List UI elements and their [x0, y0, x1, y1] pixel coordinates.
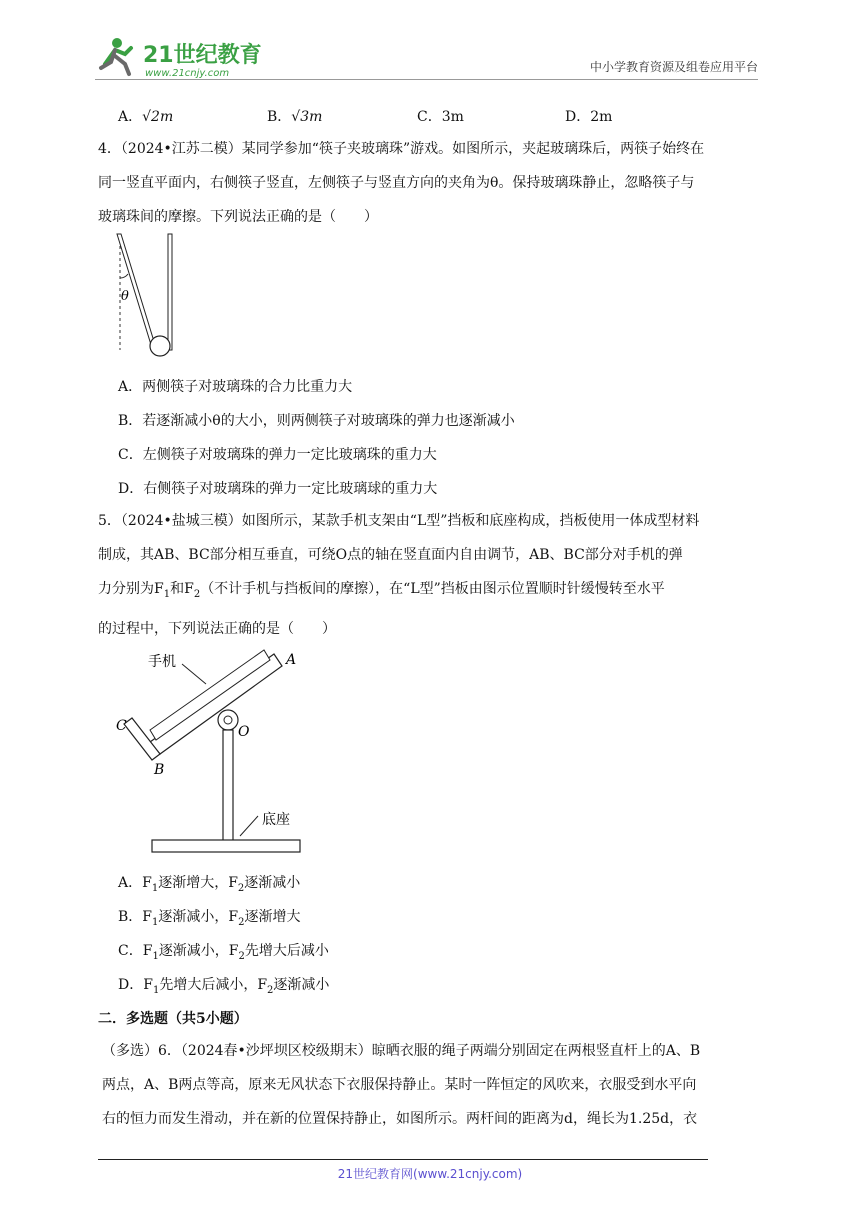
pivot-o-inner	[224, 716, 232, 724]
header-divider	[95, 79, 758, 80]
q5-option-a: A．$F_1$逐渐增大，$F_2$逐渐减小	[118, 875, 301, 894]
stand-post	[223, 730, 233, 842]
stand-base	[152, 840, 300, 852]
q3-option-b: B．√3m	[267, 109, 323, 125]
label-base: 底座	[262, 812, 290, 828]
q4-option-d: D．右侧筷子对玻璃珠的弹力一定比玻璃球的重力大	[118, 481, 438, 497]
label-a: A	[286, 652, 297, 668]
header-platform-text: 中小学教育资源及组卷应用平台	[589, 60, 758, 74]
q5-stem: 5．（2024•盐城三模）如图所示，某款手机支架由“L型”挡板和底座构成，挡板使用一体成型材料 制成，其AB、BC部分相互垂直，可绕O点的轴在竖直面内自由调节，AB、BC部分对手机的弹 力分别为$F_1$和$F_2$（不计手机与挡板间的摩擦），在“L型”挡板由图示位置顺时针缓慢转至水平 的过程中，下列说法正确的是（ ）	[98, 513, 700, 637]
glass-bead	[150, 336, 170, 356]
q5-option-d: D．$F_1$先增大后减小，$F_2$逐渐减小	[118, 977, 330, 996]
q4-option-c: C．左侧筷子对玻璃珠的弹力一定比玻璃珠的重力大	[118, 447, 437, 463]
right-chopstick	[168, 234, 172, 350]
site-logo	[95, 34, 265, 80]
logo-runner-icon	[95, 34, 265, 80]
q4-stem: 4．（2024•江苏二模）某同学参加“筷子夹玻璃珠”游戏。如图所示，夹起玻璃珠后，两筷子始终在 同一竖直平面内，右侧筷子竖直，左侧筷子与竖直方向的夹角为θ。保持玻璃珠静止，忽略筷子与 玻璃珠间的摩擦。下列说法正确的是（ ）	[98, 141, 705, 225]
label-phone: 手机	[148, 654, 176, 670]
footer-divider	[98, 1159, 708, 1160]
label-o: O	[238, 724, 250, 740]
q3-option-a: A．√2m	[118, 109, 174, 125]
q6-stem: （多选）6．（2024春•沙坪坝区校级期末）晾晒衣服的绳子两端分别固定在两根竖直杆上的A、B 两点，A、B两点等高，原来无风状态下衣服保持静止。某时一阵恒定的风吹来，衣服受到水平向 右的恒力而发生滑动，并在新的位置保持静止，如图所示。两杆间的距离为d，绳长为1.25d，衣	[102, 1043, 701, 1127]
q4-option-a: A．两侧筷子对玻璃珠的合力比重力大	[118, 379, 353, 395]
q4-chopsticks-figure	[112, 230, 182, 360]
q3-option-c: C．3m	[417, 109, 464, 125]
phone-leader-line	[182, 664, 206, 684]
q5-option-c: C．$F_1$逐渐减小，$F_2$先增大后减小	[118, 943, 329, 962]
section-heading-multi-choice: 二．多选题（共5小题）	[98, 1011, 248, 1027]
q5-option-b: B．$F_1$逐渐减小，$F_2$逐渐增大	[118, 909, 301, 928]
theta-label: θ	[121, 289, 129, 304]
base-leader-line	[240, 816, 258, 836]
q3-option-d: D．2m	[565, 109, 613, 125]
logo-text: 21世纪教育	[143, 43, 262, 68]
label-b: B	[154, 762, 165, 778]
footer-site-link[interactable]: 21世纪教育网(www.21cnjy.com)	[337, 1167, 523, 1181]
label-c: C	[116, 718, 127, 734]
angle-arc	[120, 274, 128, 278]
logo-url: www.21cnjy.com	[145, 68, 230, 79]
q4-option-b: B．若逐渐减小θ的大小，则两侧筷子对玻璃珠的弹力也逐渐减小	[118, 413, 515, 429]
q5-phone-stand-figure	[112, 640, 312, 860]
